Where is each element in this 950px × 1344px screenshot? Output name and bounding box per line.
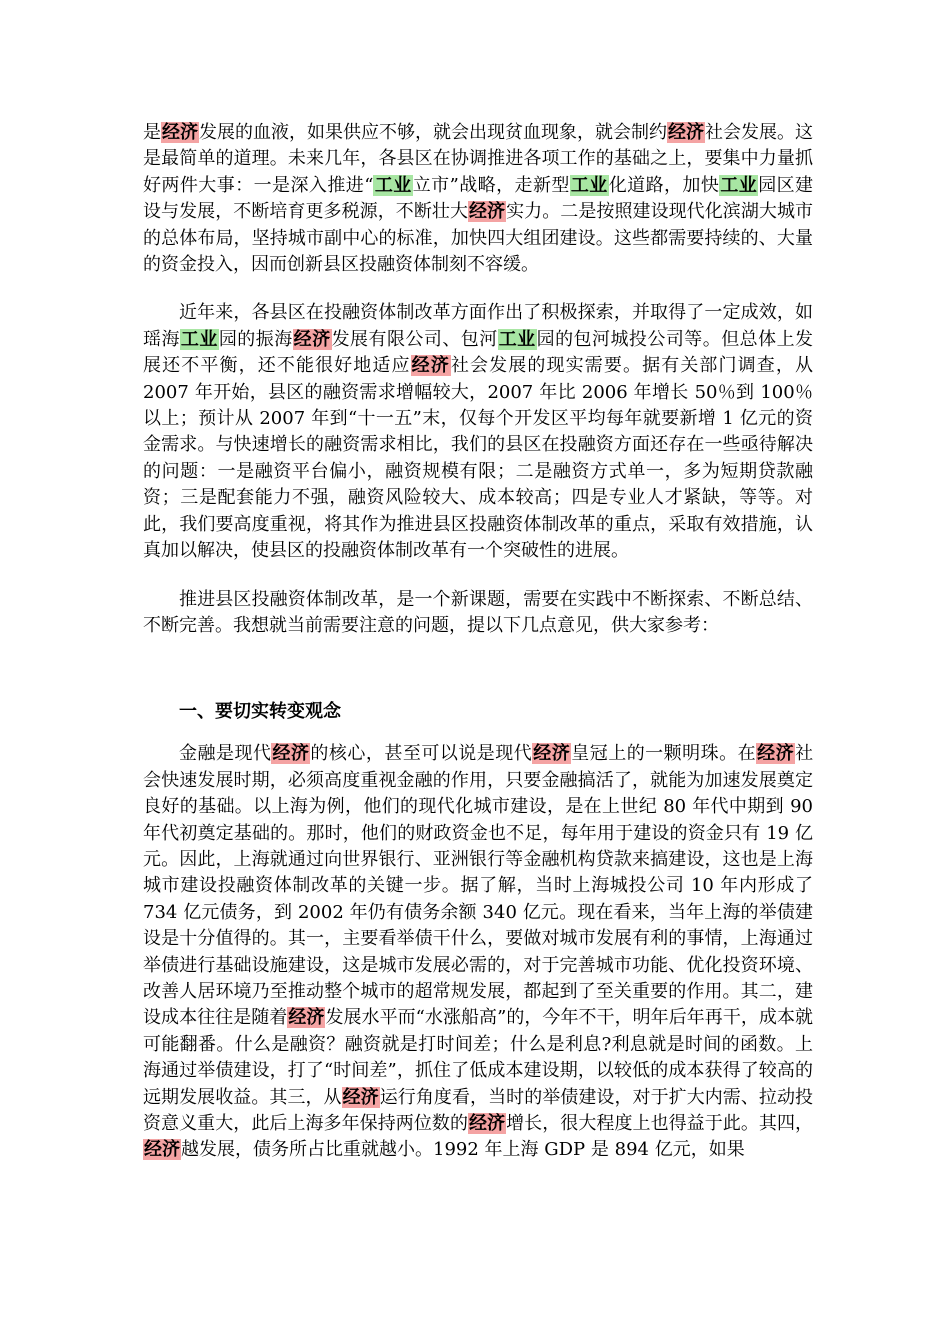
highlight-economy: 经济: [288, 1007, 325, 1029]
highlight-industry: 工业: [570, 174, 608, 196]
highlight-economy: 经济: [293, 328, 331, 350]
text-run: 运行角度看，当时的举债建设，对于扩大内需、拉动投资意义重大，此后上海多年保持两位数的: [143, 1086, 814, 1134]
text-run: 发展水平而“水涨船高”的，今年不干，明年后年再干，成本就可能翻番。什么是融资？融资就是打时间差；什么是利息?利息就是时间的函数。上海通过举债建设，打了“时间差”，抓住了低成本建设期，以较低的成本获得了较高的远期发展收益。其三，从: [143, 1007, 814, 1108]
text-run: 立市”战略，走新型: [412, 174, 570, 196]
highlight-economy: 经济: [757, 743, 795, 765]
text-run: 社会发展。这是最简单的道理。未来几年，各县区在协调推进各项工作的基础之上，要集中力量抓好两件大事：一是深入推进“: [143, 122, 813, 196]
text-run: 金融是现代: [179, 743, 272, 765]
text-run: 增长，很大程度上也得益于此。其四，: [506, 1113, 814, 1134]
highlight-economy: 经济: [469, 1113, 506, 1134]
paragraph-4: [143, 741, 813, 1164]
document-page: [143, 120, 813, 1164]
text-run: 园区建设与发展，不断培育更多税源，不断壮大: [143, 174, 814, 223]
text-run: 发展有限公司、包河: [331, 328, 498, 350]
text-run: 推进县区投融资体制改革，是一个新课题，需要在实践中不断探索、不断总结、不断完善。我想就当前需要注意的问题，提以下几点意见，供大家参考：: [143, 588, 813, 636]
highlight-economy: 经济: [162, 122, 198, 143]
text-run: 实力。二是按照建设现代化滨湖大城市的总体布局，坚持城市副中心的标准，加快四大组团建设。这些都需要持续的、大量的资金投入，因而创新县区投融资体制刻不容缓。: [143, 201, 814, 276]
text-run: 是: [143, 122, 161, 143]
paragraph-2: [143, 300, 813, 564]
paragraph-3: [143, 587, 813, 640]
text-run: 的核心，甚至可以说是现代: [310, 743, 533, 765]
highlight-economy: 经济: [469, 201, 506, 223]
text-run: 越发展，债务所占比重就越小。1992 年上海 GDP 是 894 亿元，如果: [181, 1139, 745, 1161]
highlight-economy: 经济: [533, 743, 571, 765]
paragraph-1: [143, 120, 813, 278]
section-heading: 一、要切实转变观念: [179, 701, 341, 723]
highlight-economy: 经济: [411, 355, 450, 377]
text-run: 园的振海: [218, 328, 293, 350]
highlight-industry: 工业: [720, 174, 758, 196]
text-run: 社会发展的现实需要。据有关部门调查，从 2007 年开始，县区的融资需求增幅较大，2007 年比 2006 年增长 50％到 100％以上；预计从 2007 年到“十一五”末，仅每个开发区平均每年就要新增 1 亿元的资金需求。与快速增长的融资需求相比，我们的县区在投融资方面还存在一些亟待解决的问题：一是融资平台偏小，融资规模有限；二是融资方式单一，多为短期贷款融资；三是配套能力不强，融资风险较大、成本较高；四是专业人才紧缺，等等。对此，我们要高度重视，将其作为推进县区投融资体制改革的重点，采取有效措施，认真加以解决，使县区的投融资体制改革有一个突破性的进展。: [143, 355, 814, 562]
text-run: 园的包河城投公司等。但总体上发展还不平衡，还不能很好地适应: [143, 328, 814, 377]
text-run: 社会快速发展时期，必须高度重视金融的作用，只要金融搞活了，就能为加速发展奠定良好的基础。以上海为例，他们的现代化城市建设，是在上世纪 80 年代中期到 90 年代初奠定基础的。那时，他们的财政资金也不足，每年用于建设的资金只有 19 亿元。因此，上海就通过向世界银行、亚洲银行等金融机构贷款来搞建设，这也是上海城市建设投融资体制改革的关键一步。据了解，当时上海城投公司 10 年内形成了 734 亿元债务，到 2002 年仍有债务余额 340 亿元。现在看来，当年上海的举债建设是十分值得的。其一，主要看举债干什么，要做对城市发展有利的事情，上海通过举债进行基础设施建设，这是城市发展必需的，对于完善城市功能、优化投资环境、改善人居环境乃至推动整个城市的超常规发展，都起到了至关重要的作用。其二，建设成本往往是随着: [143, 743, 814, 1029]
highlight-economy: 经济: [342, 1086, 379, 1108]
text-run: 化道路，加快: [608, 174, 720, 196]
text-run: 发展的血液，如果供应不够，就会出现贫血现象，就会制约: [199, 122, 667, 143]
highlight-industry: 工业: [498, 328, 536, 350]
highlight-economy: 经济: [272, 743, 310, 765]
text-run: 皇冠上的一颗明珠。在: [571, 743, 757, 765]
highlight-economy: 经济: [668, 122, 704, 143]
highlight-industry: 工业: [374, 174, 412, 196]
highlight-economy: 经济: [144, 1139, 180, 1161]
text-run: 近年来，各县区在投融资体制改革方面作出了积极探索，并取得了一定成效，如瑶海: [143, 302, 813, 350]
highlight-industry: 工业: [180, 328, 218, 350]
